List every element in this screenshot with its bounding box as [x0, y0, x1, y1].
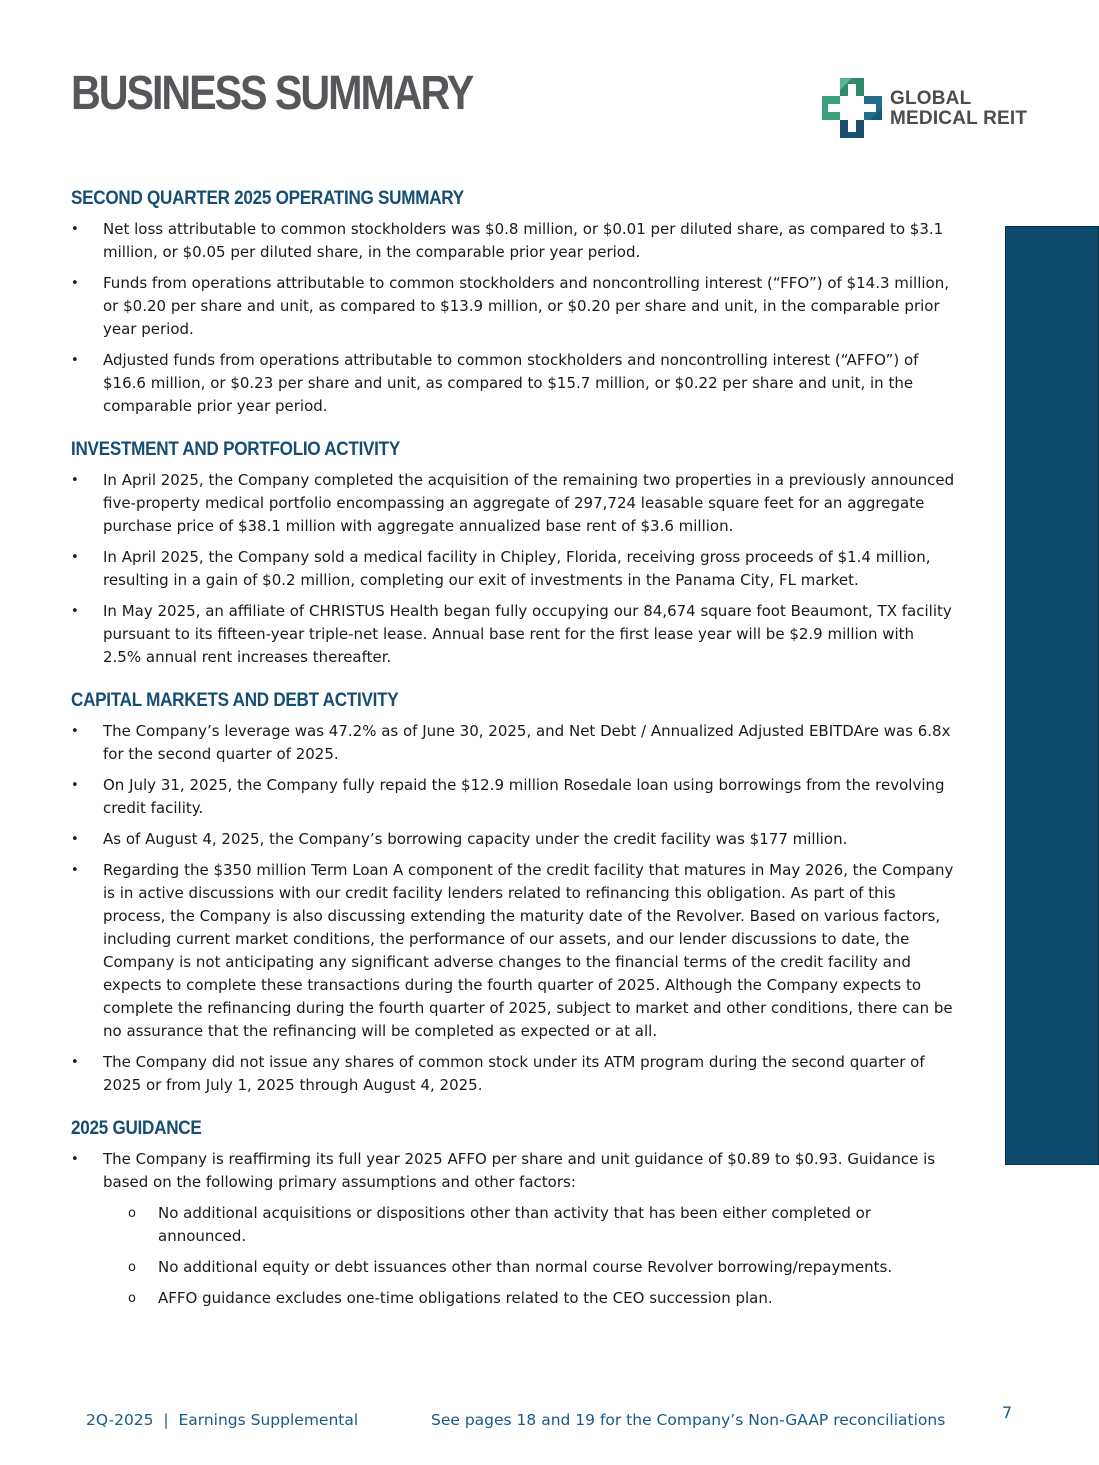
bullet-list: [71, 218, 956, 418]
section-heading: SECOND QUARTER 2025 OPERATING SUMMARY: [71, 188, 464, 209]
company-logo: [820, 76, 1030, 140]
sidebar-accent-bar: [1005, 226, 1099, 1165]
logo-line-2: MEDICAL REIT: [890, 108, 1028, 129]
list-item: • Regarding the $350 million Term Loan A component of the credit facility that matures in May 2026, the Company is in active discussions with our credit facility lenders related to refinancing this obligation. As part of this process, the Company is also discussing extending the maturity date of the Revolver. Based on various factors, including current market conditions, the performance of our assets, and our lender discussions to date, the Company is not anticipating any significant adverse changes to the financial terms of the credit facility and expects to complete these transactions during the fourth quarter of 2025. Although the Company expects to complete the refinancing during the fourth quarter of 2025, subject to market and other conditions, there can be no assurance that the refinancing will be completed as expected or at all.: [71, 859, 956, 1043]
list-item: • In April 2025, the Company sold a medical facility in Chipley, Florida, receiving gross proceeds of $1.4 million, resulting in a gain of $0.2 million, completing our exit of investments in the Panama City, FL market.: [71, 546, 956, 592]
section-heading: INVESTMENT AND PORTFOLIO ACTIVITY: [71, 439, 400, 460]
list-item: • The Company’s leverage was 47.2% as of June 30, 2025, and Net Debt / Annualized Adjusted EBITDAre was 6.8x for the second quarter of 2025.: [71, 720, 956, 766]
guidance-text: The Company is reaffirming its full year 2025 AFFO per share and unit guidance of $0.89 to $0.93. Guidance is based on the following primary assumptions and other factors:: [103, 1150, 936, 1191]
list-item: • In April 2025, the Company completed the acquisition of the remaining two properties in a previously announced five-property medical portfolio encompassing an aggregate of 297,724 leasable square feet for an aggregate purchase price of $38.1 million with aggregate annualized base rent of $3.6 million.: [71, 469, 956, 538]
list-item: • On July 31, 2025, the Company fully repaid the $12.9 million Rosedale loan using borrowings from the revolving credit facility.: [71, 774, 956, 820]
sub-list-item: o No additional acquisitions or dispositions other than activity that has been either completed or announced.: [103, 1202, 956, 1248]
section-capital-markets: [71, 688, 956, 1097]
list-item: • Funds from operations attributable to common stockholders and noncontrolling interest (“FFO”) of $14.3 million, or $0.20 per share and unit, as compared to $13.9 million, or $0.20 per share and unit, in the comparable prior year period.: [71, 272, 956, 341]
list-item: [71, 1148, 956, 1310]
list-item: • As of August 4, 2025, the Company’s borrowing capacity under the credit facility was $177 million.: [71, 828, 956, 851]
section-heading: 2025 GUIDANCE: [71, 1118, 202, 1139]
sub-list-item: o No additional equity or debt issuances other than normal course Revolver borrowing/repayments.: [103, 1256, 956, 1279]
footer-reconciliation-note: See pages 18 and 19 for the Company’s Non-GAAP reconciliations: [431, 1411, 946, 1429]
sub-list-item: o AFFO guidance excludes one-time obligations related to the CEO succession plan.: [103, 1287, 956, 1310]
section-guidance: [71, 1116, 956, 1310]
list-item: • Adjusted funds from operations attributable to common stockholders and noncontrolling interest (“AFFO”) of $16.6 million, or $0.23 per share and unit, as compared to $15.7 million, or $0.22 per share and unit, in the comparable prior year period.: [71, 349, 956, 418]
medical-cross-logo-icon: [820, 76, 884, 140]
list-item: • In May 2025, an affiliate of CHRISTUS Health began fully occupying our 84,674 square foot Beaumont, TX facility pursuant to its fifteen-year triple-net lease. Annual base rent for the first lease year will be $2.9 million with 2.5% annual rent increases thereafter.: [71, 600, 956, 669]
section-operating-summary: [71, 186, 956, 418]
list-item: • The Company did not issue any shares of common stock under its ATM program during the second quarter of 2025 or from July 1, 2025 through August 4, 2025.: [71, 1051, 956, 1097]
bullet-list: [71, 720, 956, 1097]
logo-line-1: GLOBAL: [890, 88, 972, 109]
section-investment-activity: [71, 437, 956, 669]
section-heading: CAPITAL MARKETS AND DEBT ACTIVITY: [71, 690, 399, 711]
page-title: BUSINESS SUMMARY: [71, 67, 473, 120]
bullet-list: [71, 469, 956, 669]
page-number: 7: [1002, 1403, 1013, 1422]
bullet-list: [71, 1148, 956, 1310]
summary-content: [71, 186, 956, 1329]
list-item: • Net loss attributable to common stockholders was $0.8 million, or $0.01 per diluted share, as compared to $3.1 million, or $0.05 per diluted share, in the comparable prior year period.: [71, 218, 956, 264]
footer-doc-label: 2Q-2025 | Earnings Supplemental: [86, 1411, 359, 1429]
sub-bullet-list: [103, 1202, 956, 1310]
